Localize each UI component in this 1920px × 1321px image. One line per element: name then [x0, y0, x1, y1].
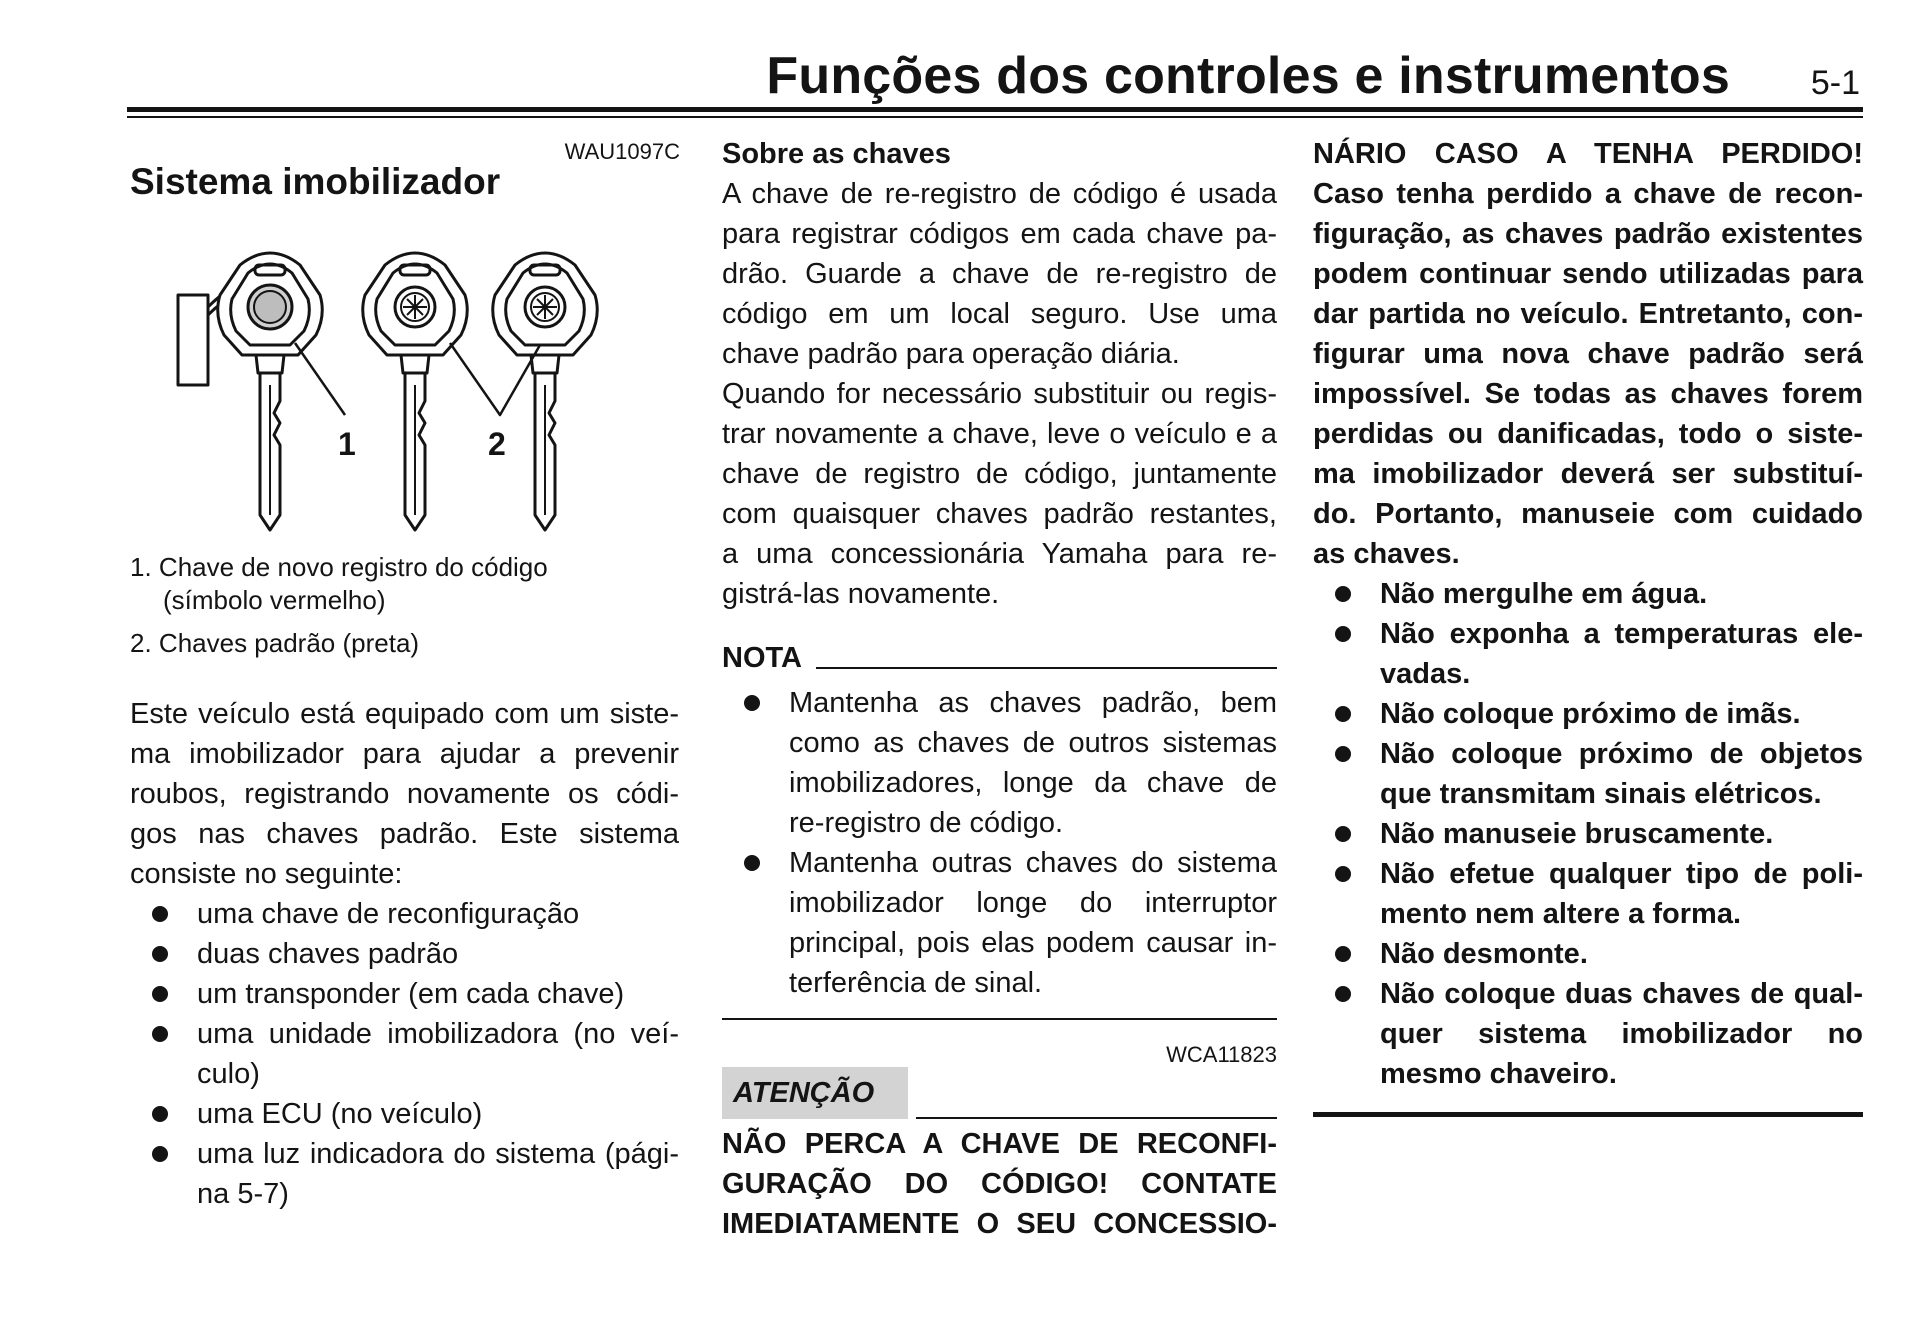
list-item: [130, 1014, 679, 1094]
list-item-line: na 5-7): [197, 1178, 289, 1210]
list-item-line: culo): [197, 1058, 260, 1090]
text-line: com quaisquer chaves padrão restantes,: [722, 498, 1277, 530]
note-label: NOTA: [722, 642, 803, 674]
bullet-icon: [1335, 826, 1351, 842]
text-line: ma imobilizador para ajudar a prevenir: [130, 738, 679, 770]
list-item-line: principal, pois elas podem causar in-: [789, 927, 1277, 959]
warning-end-rule: [1313, 1112, 1863, 1117]
list-item-line: Mantenha as chaves padrão, bem: [789, 687, 1277, 719]
standard-key-icon: [363, 253, 468, 530]
text-line: podem continuar sendo utilizadas para: [1313, 258, 1863, 290]
warning-text-continued: [1313, 134, 1863, 574]
caption-line: Chaves padrão (preta): [158, 628, 420, 658]
list-item-line: terferência de sinal.: [789, 967, 1043, 999]
bullet-icon: [152, 1026, 168, 1042]
bullet-icon: [152, 946, 168, 962]
note-list: [722, 683, 1277, 1003]
list-item: [130, 1094, 679, 1134]
keys-illustration: [170, 245, 650, 535]
list-item-line: que transmitam sinais elétricos.: [1380, 778, 1822, 810]
bullet-icon: [152, 986, 168, 1002]
caption-line: Chave de novo registro do código: [158, 552, 548, 582]
text-line: gos nas chaves padrão. Este sistema: [130, 818, 679, 850]
list-item: [1313, 934, 1863, 974]
warning-rule: [916, 1117, 1277, 1119]
list-item-line: uma unidade imobilizadora (no veí-: [197, 1018, 679, 1050]
section-heading: Sistema imobilizador: [130, 161, 501, 202]
text-line: figuração, as chaves padrão existentes: [1313, 218, 1863, 250]
standard-key-icon: [493, 253, 598, 530]
list-item-line: Mantenha outras chaves do sistema: [789, 847, 1277, 879]
note-rule: [816, 667, 1277, 669]
text-line: código em um local seguro. Use uma: [722, 298, 1277, 330]
text-line: a uma concessionária Yamaha para re-: [722, 538, 1277, 570]
bullet-icon: [744, 695, 760, 711]
warning-label: ATENÇÃO: [733, 1077, 875, 1109]
list-item: [1313, 974, 1863, 1094]
warning-code: WCA11823: [1166, 1042, 1277, 1067]
text-line: Quando for necessário substituir ou regis-: [722, 378, 1277, 410]
text-line: impossível. Se todas as chaves forem: [1313, 378, 1863, 410]
list-item: [130, 974, 679, 1014]
text-line: do. Portanto, manuseie com cuidado: [1313, 498, 1863, 530]
list-item: [1313, 734, 1863, 814]
bullet-icon: [744, 855, 760, 871]
text-line: ma imobilizador deverá ser substituí-: [1313, 458, 1863, 490]
caption-line: (símbolo vermelho): [163, 585, 386, 615]
list-item-line: Não manuseie bruscamente.: [1380, 818, 1774, 850]
text-line: consiste no seguinte:: [130, 858, 403, 890]
text-line: as chaves.: [1313, 538, 1460, 570]
text-line: figurar uma nova chave padrão será: [1313, 338, 1863, 370]
text-line: IMEDIATAMENTE O SEU CONCESSIO-: [722, 1208, 1277, 1240]
bullet-icon: [1335, 706, 1351, 722]
list-item-line: duas chaves padrão: [197, 938, 459, 970]
figure-label-1: 1: [338, 426, 356, 462]
list-item: [130, 934, 679, 974]
text-line: NÃO PERCA A CHAVE DE RECONFI-: [722, 1128, 1277, 1160]
subsection-heading: Sobre as chaves: [722, 138, 951, 170]
list-item-line: Não efetue qualquer tipo de poli-: [1380, 858, 1863, 890]
list-item-line: Não desmonte.: [1380, 938, 1588, 970]
text-line: A chave de re-registro de código é usada: [722, 178, 1277, 210]
text-line: para registrar códigos em cada chave pa-: [722, 218, 1277, 250]
bullet-icon: [152, 906, 168, 922]
text-line: roubos, registrando novamente os códi-: [130, 778, 679, 810]
caption-number: 1.: [130, 552, 152, 582]
caption-number: 2.: [130, 628, 152, 658]
bullet-icon: [1335, 866, 1351, 882]
list-item: [130, 894, 679, 934]
list-item: [1313, 614, 1863, 694]
text-line: NÁRIO CASO A TENHA PERDIDO!: [1313, 138, 1863, 170]
list-item-line: mesmo chaveiro.: [1380, 1058, 1617, 1090]
list-item-line: Não coloque próximo de objetos: [1380, 738, 1863, 770]
list-item: [1313, 854, 1863, 934]
bullet-icon: [1335, 986, 1351, 1002]
key-tag-icon: [178, 295, 208, 385]
list-item-line: Não exponha a temperaturas ele-: [1380, 618, 1863, 650]
list-item-line: Não coloque duas chaves de qual-: [1380, 978, 1863, 1010]
section-code: WAU1097C: [564, 139, 680, 164]
header-rule-thick: [127, 107, 1863, 112]
list-item-line: Não coloque próximo de imãs.: [1380, 698, 1801, 730]
text-line: Caso tenha perdido a chave de recon-: [1313, 178, 1863, 210]
leader-line-1: [295, 343, 345, 415]
recode-key-icon: [218, 253, 323, 530]
figure-caption-2: [130, 627, 690, 660]
list-item: [1313, 814, 1863, 854]
bullet-icon: [152, 1146, 168, 1162]
list-item-line: re-registro de código.: [789, 807, 1064, 839]
text-line: perdidas ou danificadas, todo o siste-: [1313, 418, 1863, 450]
list-item-line: como as chaves de outros sistemas: [789, 727, 1277, 759]
keys-paragraph-2: [722, 374, 1277, 614]
text-line: drão. Guarde a chave de re-registro de: [722, 258, 1277, 290]
keys-paragraph-1: [722, 174, 1277, 374]
figure-caption-1: [130, 551, 690, 617]
header-rule-thin: [127, 116, 1863, 118]
list-item-line: mento nem altere a forma.: [1380, 898, 1741, 930]
page-title: Funções dos controles e instrumentos: [766, 47, 1730, 105]
text-line: chave padrão para operação diária.: [722, 338, 1180, 370]
key-care-list: [1313, 574, 1863, 1094]
text-line: GURAÇÃO DO CÓDIGO! CONTATE: [722, 1168, 1277, 1200]
text-line: chave de registro de código, juntamente: [722, 458, 1277, 490]
figure-label-2: 2: [488, 426, 506, 462]
list-item-line: Não mergulhe em água.: [1380, 578, 1708, 610]
text-line: Este veículo está equipado com um siste-: [130, 698, 679, 730]
bullet-icon: [1335, 746, 1351, 762]
note-end-rule: [722, 1018, 1277, 1020]
text-line: dar partida no veículo. Entretanto, con-: [1313, 298, 1863, 330]
list-item: [722, 683, 1277, 843]
text-line: trar novamente a chave, leve o veículo e a: [722, 418, 1277, 450]
list-item-line: um transponder (em cada chave): [197, 978, 625, 1010]
list-item: [1313, 694, 1863, 734]
intro-paragraph: [130, 694, 679, 894]
list-item-line: uma chave de reconfiguração: [197, 898, 580, 930]
list-item-line: vadas.: [1380, 658, 1471, 690]
list-item-line: imobilizadores, longe da chave de: [789, 767, 1277, 799]
component-list: [130, 894, 679, 1214]
bullet-icon: [1335, 586, 1351, 602]
list-item-line: imobilizador longe do interruptor: [789, 887, 1277, 919]
bullet-icon: [152, 1106, 168, 1122]
warning-text: [722, 1124, 1277, 1244]
page-number: 5-1: [1810, 64, 1860, 102]
bullet-icon: [1335, 626, 1351, 642]
bullet-icon: [1335, 946, 1351, 962]
list-item-line: quer sistema imobilizador no: [1380, 1018, 1863, 1050]
list-item-line: uma luz indicadora do sistema (pági-: [197, 1138, 679, 1170]
list-item: [130, 1134, 679, 1214]
list-item-line: uma ECU (no veículo): [197, 1098, 483, 1130]
list-item: [1313, 574, 1863, 614]
list-item: [722, 843, 1277, 1003]
text-line: gistrá-las novamente.: [722, 578, 1000, 610]
